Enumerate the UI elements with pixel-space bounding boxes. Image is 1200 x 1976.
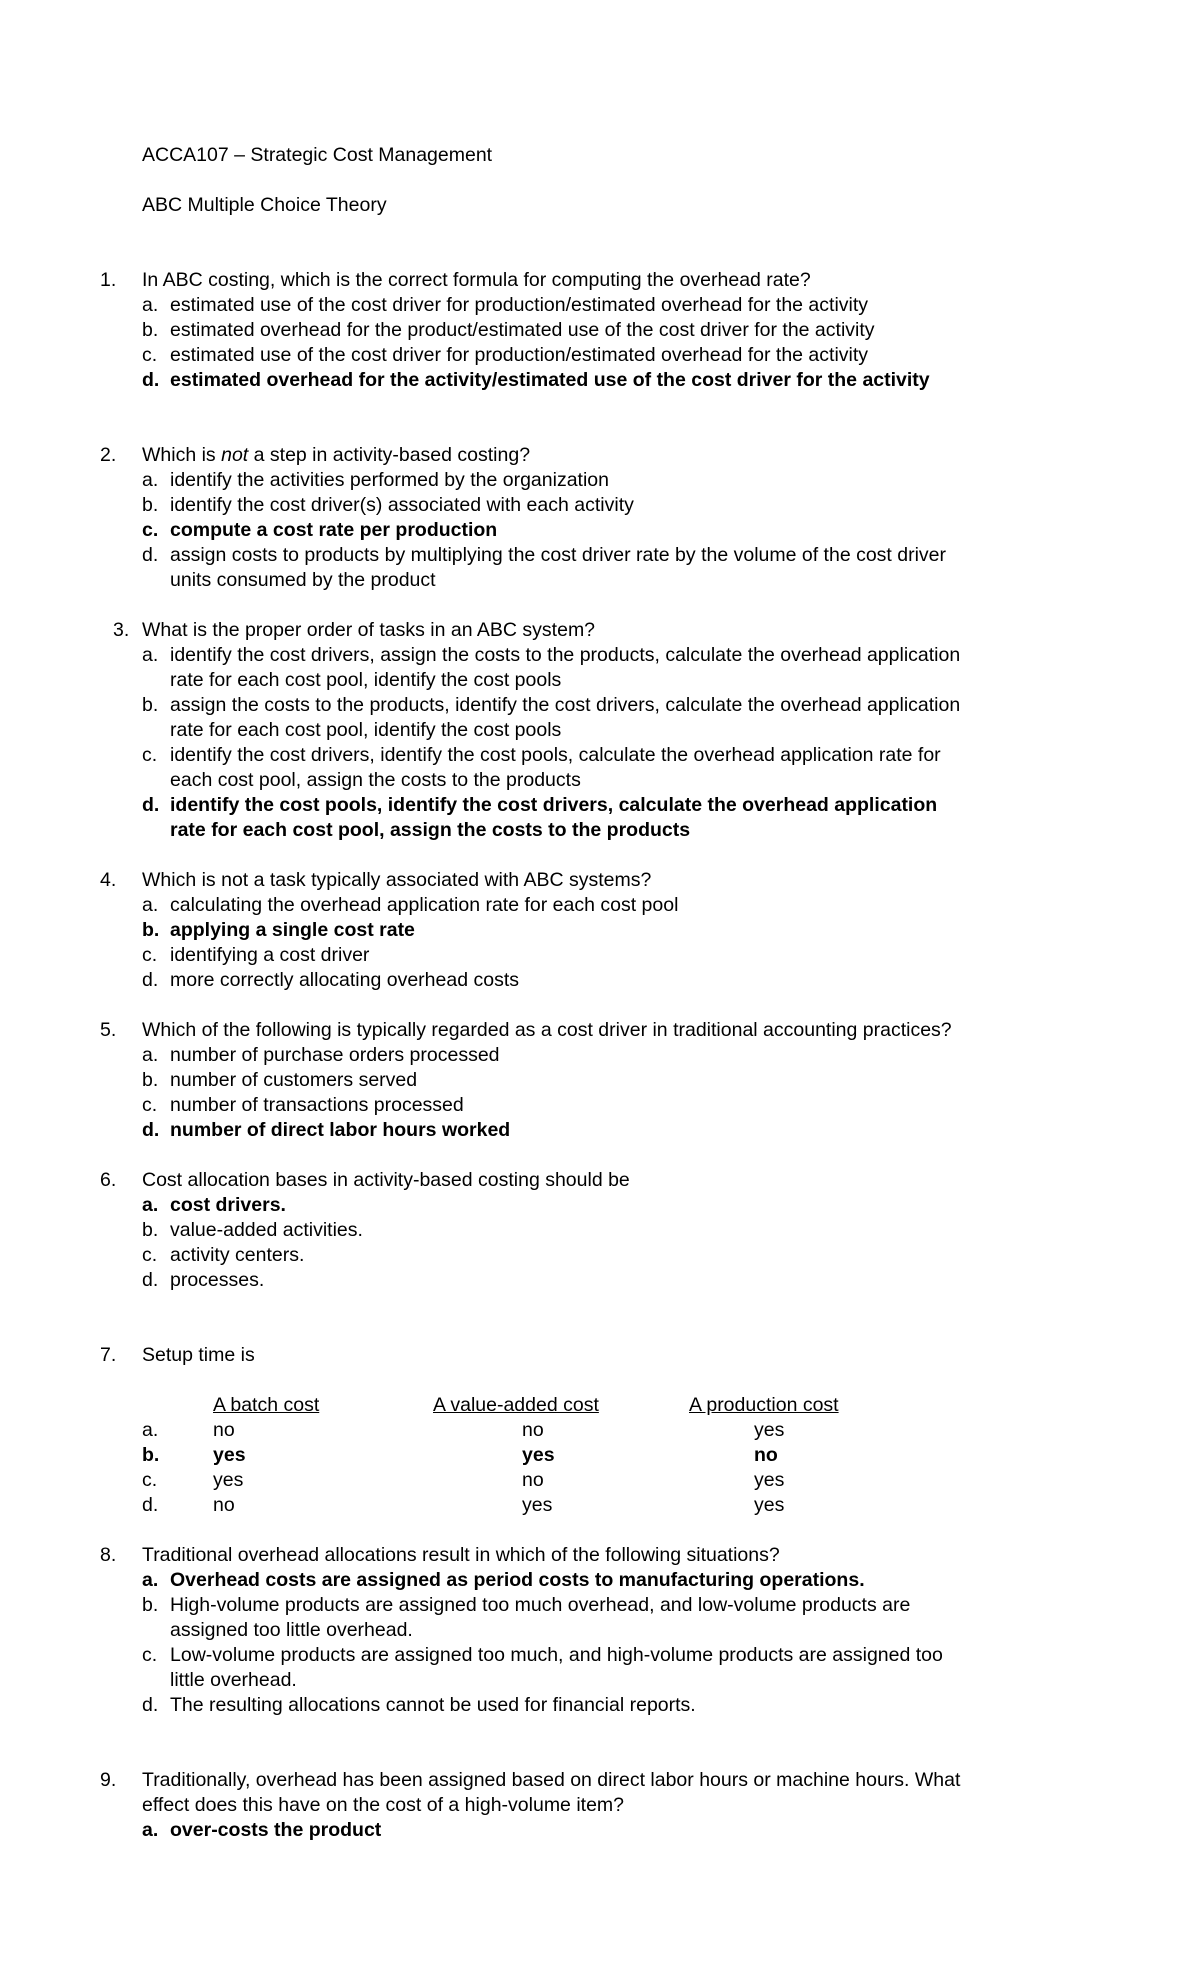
option-letter-correct: d. [142,794,160,816]
cell-batch-cost: yes [213,1469,244,1491]
question-stem: Traditionally, overhead has been assigned based on direct labor hours or machine hours. What [142,1769,961,1791]
option-a: identify the activities performed by the organization [170,469,609,491]
question-stem: Traditional overhead allocations result in which of the following situations? [142,1544,780,1566]
question-number: 4. [100,869,117,891]
option-letter: c. [142,1644,158,1666]
stem-text: Which is [142,444,222,466]
option-c: identifying a cost driver [170,944,370,966]
option-d-continued: units consumed by the product [170,569,436,591]
option-b: number of customers served [170,1069,418,1091]
option-letter: b. [142,494,159,516]
option-letter: a. [142,469,159,491]
option-b-correct: applying a single cost rate [170,919,415,941]
option-d: processes. [170,1269,265,1291]
question-number: 7. [100,1344,117,1366]
cell-batch-cost: no [213,1494,235,1516]
option-d: The resulting allocations cannot be used for financial reports. [170,1694,696,1716]
page-subtitle: ABC Multiple Choice Theory [142,194,387,216]
option-letter: c. [142,944,158,966]
column-header-batch-cost: A batch cost [213,1394,320,1416]
option-letter-correct: c. [142,519,159,541]
question-stem: Cost allocation bases in activity-based costing should be [142,1169,630,1191]
question-stem: What is the proper order of tasks in an ABC system? [142,619,596,641]
option-c: Low-volume products are assigned too much, and high-volume products are assigned too [170,1644,943,1666]
option-d-correct: identify the cost pools, identify the cost drivers, calculate the overhead application [170,794,938,816]
question-number: 8. [100,1544,117,1566]
option-d-correct-continued: rate for each cost pool, assign the costs to the products [170,819,691,841]
option-letter: a. [142,644,159,666]
cell-value-added-cost: no [522,1469,544,1491]
option-letter: d. [142,544,159,566]
option-letter: d. [142,1269,159,1291]
option-d: assign costs to products by multiplying the cost driver rate by the volume of the cost driver [170,544,947,566]
question-stem: Setup time is [142,1344,255,1366]
option-b: identify the cost driver(s) associated with each activity [170,494,634,516]
option-letter-correct: d. [142,1119,160,1141]
question-stem-continued: effect does this have on the cost of a high-volume item? [142,1794,625,1816]
row-label: c. [142,1469,158,1491]
option-b: assign the costs to the products, identify the cost drivers, calculate the overhead application [170,694,961,716]
question-stem: Which is not a task typically associated with ABC systems? [142,869,652,891]
option-letter: a. [142,894,159,916]
cell-production-cost: yes [754,1494,785,1516]
option-c-correct: compute a cost rate per production [170,519,498,541]
option-c: identify the cost drivers, identify the cost pools, calculate the overhead application rate for [170,744,941,766]
option-letter: c. [142,344,158,366]
question-stem: Which of the following is typically regarded as a cost driver in traditional accounting practices? [142,1019,952,1041]
option-a: number of purchase orders processed [170,1044,500,1066]
option-a-continued: rate for each cost pool, identify the cost pools [170,669,562,691]
option-a: estimated use of the cost driver for production/estimated overhead for the activity [170,294,869,316]
question-number: 3. [113,619,130,641]
option-b-continued: assigned too little overhead. [170,1619,413,1641]
column-header-value-added-cost: A value-added cost [433,1394,599,1416]
option-b: High-volume products are assigned too much overhead, and low-volume products are [170,1594,911,1616]
option-letter-correct: d. [142,369,160,391]
option-letter: a. [142,294,159,316]
question-number: 6. [100,1169,117,1191]
option-d-correct: number of direct labor hours worked [170,1119,511,1141]
cell-value-added-cost: yes [522,1444,555,1466]
question-stem [142,443,530,468]
question-number: 1. [100,269,117,291]
option-a-correct: over-costs the product [170,1819,382,1841]
option-c: activity centers. [170,1244,305,1266]
option-letter: b. [142,1069,159,1091]
option-c: number of transactions processed [170,1094,464,1116]
question-number: 2. [100,444,117,466]
cell-value-added-cost: yes [522,1494,553,1516]
cell-production-cost: yes [754,1419,785,1441]
cell-production-cost: no [754,1444,778,1466]
column-header-production-cost: A production cost [689,1394,839,1416]
option-a-correct: Overhead costs are assigned as period costs to manufacturing operations. [170,1569,865,1591]
option-letter-correct: b. [142,919,160,941]
option-a: identify the cost drivers, assign the costs to the products, calculate the overhead application [170,644,961,666]
stem-emphasis: not [221,444,249,466]
option-a: calculating the overhead application rate for each cost pool [170,894,679,916]
option-letter: d. [142,969,159,991]
option-c: estimated use of the cost driver for production/estimated overhead for the activity [170,344,869,366]
cell-value-added-cost: no [522,1419,544,1441]
option-letter: c. [142,744,158,766]
option-b-continued: rate for each cost pool, identify the cost pools [170,719,562,741]
option-c-continued: each cost pool, assign the costs to the products [170,769,581,791]
stem-text: a step in activity-based costing? [248,444,531,466]
course-title: ACCA107 – Strategic Cost Management [142,144,493,166]
question-stem: In ABC costing, which is the correct formula for computing the overhead rate? [142,269,811,291]
option-b: estimated overhead for the product/estimated use of the cost driver for the activity [170,319,875,341]
row-label: d. [142,1494,159,1516]
question-number: 5. [100,1019,117,1041]
option-letter: b. [142,1219,159,1241]
cell-production-cost: yes [754,1469,785,1491]
option-letter: d. [142,1694,159,1716]
row-label: a. [142,1419,159,1441]
option-d-correct: estimated overhead for the activity/estimated use of the cost driver for the activity [170,369,930,391]
question-number: 9. [100,1769,117,1791]
option-letter: c. [142,1244,158,1266]
cell-batch-cost: no [213,1419,235,1441]
option-letter: b. [142,694,159,716]
option-letter-correct: a. [142,1569,159,1591]
option-letter: a. [142,1044,159,1066]
option-a-correct: cost drivers. [170,1194,286,1216]
option-letter-correct: a. [142,1194,159,1216]
cell-batch-cost: yes [213,1444,246,1466]
option-b: value-added activities. [170,1219,363,1241]
option-letter: c. [142,1094,158,1116]
option-c-continued: little overhead. [170,1669,297,1691]
row-label: b. [142,1444,160,1466]
option-d: more correctly allocating overhead costs [170,969,519,991]
option-letter: b. [142,319,159,341]
option-letter-correct: a. [142,1819,159,1841]
option-letter: b. [142,1594,159,1616]
